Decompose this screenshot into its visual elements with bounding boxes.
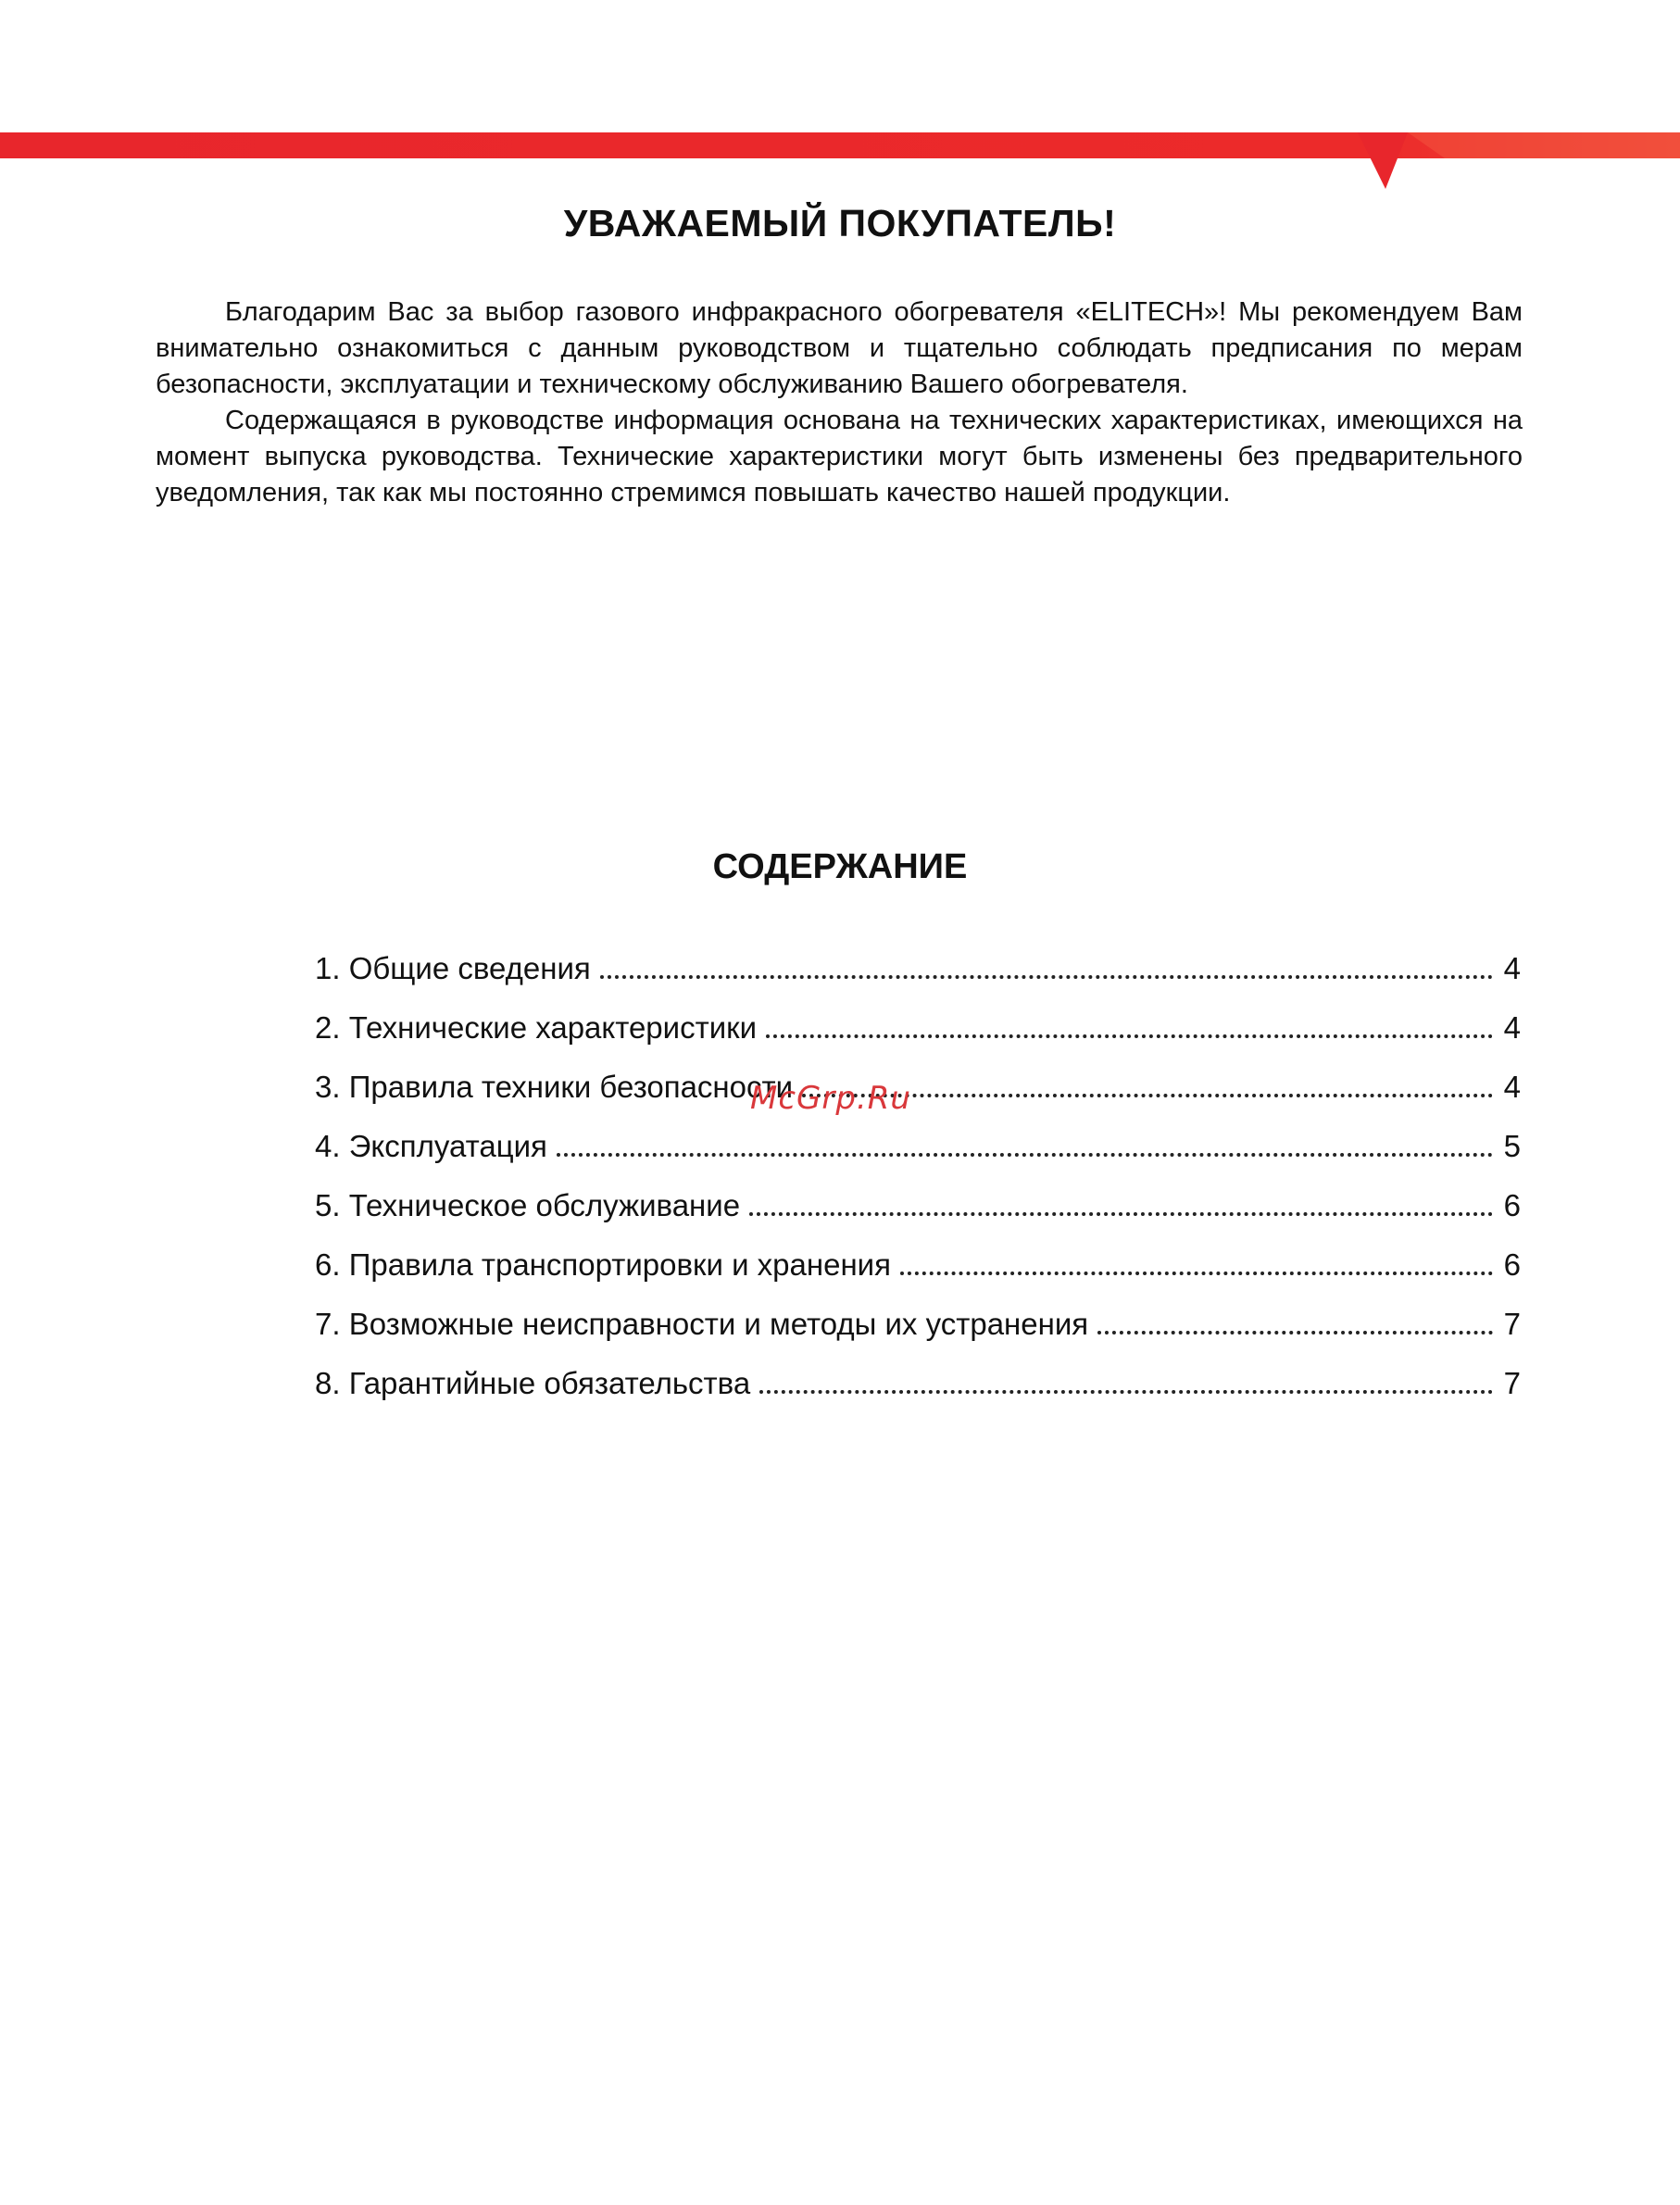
toc-leader-dots (900, 1272, 1493, 1275)
toc-item-label: 5. Техническое обслуживание (315, 1188, 741, 1222)
watermark: McGrp.Ru (750, 1080, 911, 1117)
toc-item[interactable] (315, 1010, 1521, 1070)
toc-item-label: 1. Общие сведения (315, 951, 591, 985)
red-band-chevron (1358, 132, 1408, 189)
toc-item[interactable] (315, 951, 1521, 1010)
toc-leader-dots (600, 975, 1493, 979)
contents-title: СОДЕРЖАНИЕ (712, 847, 968, 886)
intro-paragraph: Содержащаяся в руководстве информация основана на технических характеристиках, имеющихся на момент выпуска руководства. Технические характеристики могут быть изменены без предварительного уведомления, так как мы постоянно стремимся повышать качество нашей продукции. (156, 406, 1523, 507)
toc-item[interactable] (315, 1247, 1521, 1307)
toc-item[interactable] (315, 1188, 1521, 1247)
toc-item-label: 8. Гарантийные обязательства (315, 1366, 751, 1400)
toc-item-label: 3. Правила техники безопасности (315, 1070, 794, 1104)
greeting-title: УВАЖАЕМЫЙ ПОКУПАТЕЛЬ! (563, 202, 1117, 244)
toc-item[interactable] (315, 1070, 1521, 1129)
red-band-chevron-light (1408, 132, 1680, 158)
toc-item-label: 7. Возможные неисправности и методы их устранения (315, 1307, 1089, 1341)
toc-item-page: 6 (1503, 1247, 1521, 1282)
toc-leader-dots (749, 1212, 1493, 1216)
toc-item[interactable] (315, 1129, 1521, 1188)
toc-item-page: 4 (1503, 951, 1521, 985)
toc-item-page: 7 (1503, 1366, 1521, 1400)
header-red-band (0, 0, 1680, 204)
toc-item-page: 6 (1503, 1188, 1521, 1222)
toc-item-label: 4. Эксплуатация (315, 1129, 547, 1163)
intro-text (156, 294, 1523, 511)
toc-leader-dots (1097, 1331, 1493, 1334)
toc-item-page: 5 (1503, 1129, 1521, 1163)
toc-item-label: 2. Технические характеристики (315, 1010, 758, 1045)
toc-leader-dots (759, 1390, 1493, 1394)
toc-leader-dots (766, 1034, 1493, 1038)
toc-item-page: 4 (1503, 1070, 1521, 1104)
toc-item[interactable] (315, 1366, 1521, 1425)
toc-item-page: 7 (1503, 1307, 1521, 1341)
toc-item-label: 6. Правила транспортировки и хранения (315, 1247, 891, 1282)
intro-paragraph: Благодарим Вас за выбор газового инфракрасного обогревателя «ELITECH»! Мы рекомендуем Вам внимательно ознакомиться с данным руководством и тщательно соблюдать предписания по мерам безопасности, эксплуатации и техническому обслуживанию Вашего обогревателя. (156, 297, 1523, 399)
toc-leader-dots (557, 1153, 1493, 1157)
table-of-contents (315, 951, 1521, 1425)
toc-item-page: 4 (1503, 1010, 1521, 1045)
toc-item[interactable] (315, 1307, 1521, 1366)
